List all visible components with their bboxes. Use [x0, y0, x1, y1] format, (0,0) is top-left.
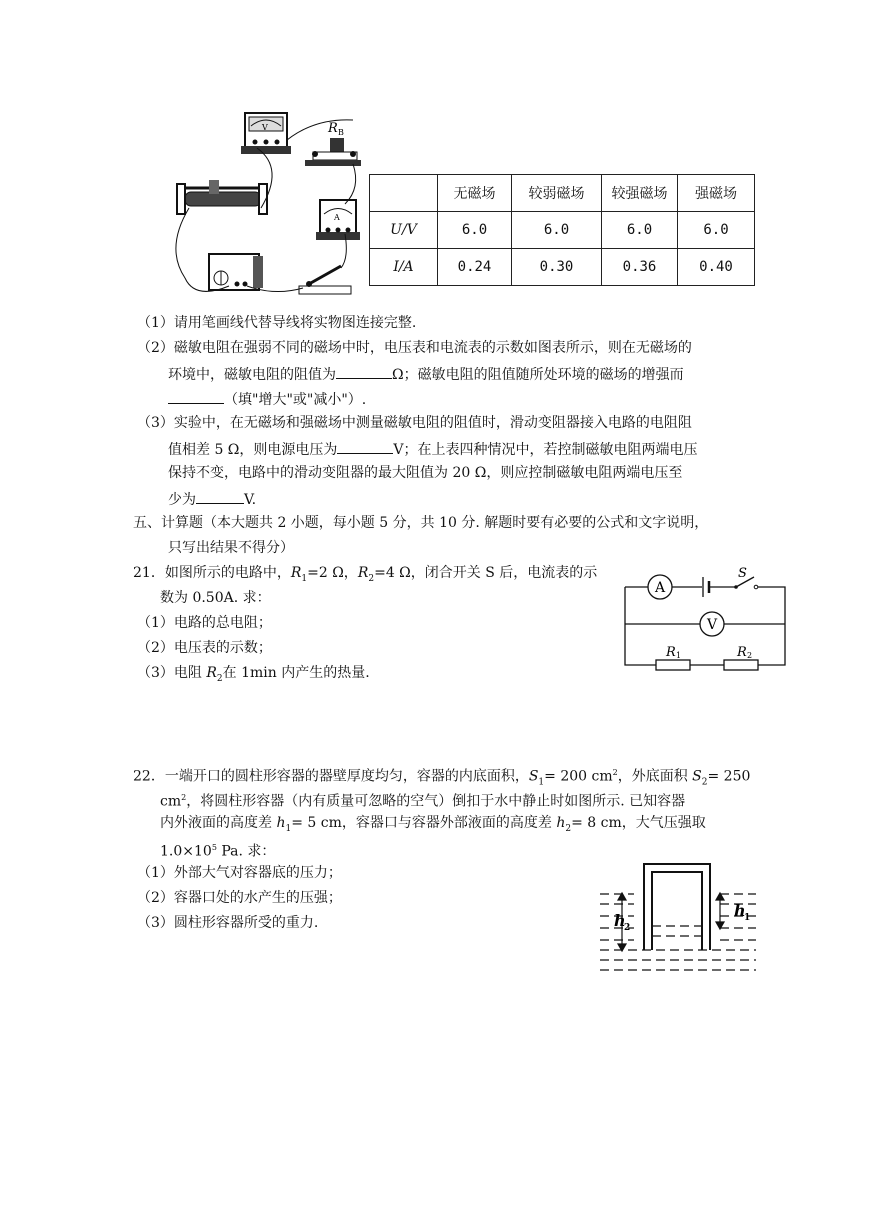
q22-text-e: 内外液面的高度差	[160, 815, 277, 831]
table-cell: U/V	[370, 212, 438, 249]
q22-text-c: cm	[160, 793, 182, 810]
table-cell: 6.0	[512, 212, 602, 249]
section5-title: 五、计算题（本大题共 2 小题，每小题 5 分，共 10 分. 解题时要有必要的公式和文字说明，	[133, 515, 709, 531]
h2-label: h	[614, 911, 626, 930]
r1-label-sub: 1	[676, 651, 682, 660]
inverted-container-icon	[644, 864, 710, 950]
r2-label-sub: 2	[747, 651, 753, 660]
q22-text-a: 22．一端开口的圆柱形容器的器壁厚度均匀，容器的内底面积，	[133, 768, 529, 785]
r1-symbol: R	[290, 565, 302, 581]
rheostat-device-icon	[177, 180, 267, 214]
magnetoresistor-device-icon	[305, 121, 361, 166]
measurement-table	[369, 174, 755, 286]
q21-circuit-diagram	[620, 565, 790, 675]
h1-label-sub: 1	[744, 913, 751, 923]
voltmeter-letter: V	[706, 617, 718, 633]
s2-symbol: S	[692, 768, 702, 785]
battery-symbol-icon	[703, 577, 709, 597]
ammeter-letter: A	[654, 580, 666, 596]
q22-sub1: （1）外部大气对容器底的压力；	[137, 865, 342, 881]
s1-symbol: S	[528, 768, 539, 785]
h2-label-sub: 2	[624, 923, 631, 933]
q22-line4	[160, 839, 275, 861]
q20-part3-text-a: 值相差 5 Ω，则电源电压为	[168, 442, 338, 458]
table-header-cell: 无磁场	[438, 175, 512, 212]
cm2-sup: 2	[181, 793, 187, 802]
table-row	[370, 212, 755, 249]
q21-sub3-text-b: 在 1min 内产生的热量.	[222, 665, 370, 681]
answer-blank[interactable]	[337, 439, 393, 454]
q22-text-h: 1.0×10	[160, 843, 212, 860]
section5-title-cont: 只写出结果不得分）	[168, 540, 294, 556]
q22-text-i: Pa. 求：	[216, 843, 276, 860]
q21-sub2: （2）电压表的示数；	[137, 640, 272, 656]
power-supply-device-icon	[209, 254, 263, 290]
q22-text-b: ，外底面积	[617, 768, 693, 785]
s2-sub: 2	[701, 777, 708, 788]
r2-label: R	[737, 645, 747, 660]
q22-text-d: ，将圆柱形容器（内有质量可忽略的空气）倒扣于水中静止时如图所示. 已知容器	[186, 793, 686, 810]
q22-line1	[133, 764, 750, 791]
h2-sub: 2	[565, 823, 572, 834]
s1-value: = 200 cm	[544, 768, 613, 785]
q20-part2-text-b: Ω；磁敏电阻的阻值随所处环境的磁场的增强而	[392, 367, 684, 383]
exp-sup: 5	[211, 843, 217, 852]
q20-part3-text-b: V；在上表四种情况中，若控制磁敏电阻两端电压	[393, 442, 698, 458]
resistor-r2-icon	[724, 645, 758, 670]
q21-sub3-text-a: （3）电阻	[137, 665, 207, 681]
table-cell: 6.0	[438, 212, 512, 249]
q20-part2-line1: （2）磁敏电阻在强弱不同的磁场中时，电压表和电流表的示数如图表所示，则在无磁场的	[137, 340, 692, 356]
table-cell: 0.24	[438, 249, 512, 286]
table-cell: 6.0	[678, 212, 755, 249]
table-cell: 0.30	[512, 249, 602, 286]
q20-part3-line1: （3）实验中，在无磁场和强磁场中测量磁敏电阻的阻值时，滑动变阻器接入电路的电阻阻	[137, 415, 692, 431]
table-header-cell: 较弱磁场	[512, 175, 602, 212]
q21-sub1: （1）电路的总电阻；	[137, 615, 272, 631]
q22-sub2: （2）容器口处的水产生的压强；	[137, 890, 342, 906]
ammeter-symbol-icon	[648, 575, 672, 599]
table-cell: 6.0	[602, 212, 678, 249]
voltmeter-symbol-icon	[700, 612, 724, 636]
table-header-cell	[370, 175, 438, 212]
q21-line2: 数为 0.50A. 求：	[160, 590, 271, 606]
rb-label: R	[328, 121, 338, 136]
q20-part3-line4	[168, 489, 256, 509]
s2-value: = 250	[707, 768, 751, 785]
switch-label: S	[738, 566, 747, 581]
q20-part1: （1）请用笔画线代替导线将实物图连接完整.	[137, 315, 417, 331]
knife-switch-device-icon	[299, 266, 351, 294]
q20-part2-text-c: （填"增大"或"减小"）.	[224, 392, 367, 408]
r2-sub: 2	[216, 673, 223, 684]
q22-line2	[160, 789, 685, 811]
q20-part2-text-a: 环境中，磁敏电阻的阻值为	[168, 367, 336, 383]
apparatus-figure	[165, 108, 365, 308]
q20-part3-line2	[168, 439, 698, 459]
ammeter-letter: A	[334, 213, 340, 222]
r1-label: R	[666, 645, 676, 660]
h2-symbol: h	[556, 815, 566, 831]
q20-part2-line3	[168, 389, 366, 409]
table-cell: 0.36	[602, 249, 678, 286]
q20-part3-text-d: V.	[244, 492, 257, 508]
r2-sub: 2	[368, 573, 375, 584]
h1-sub: 1	[285, 823, 292, 834]
r1-sub: 1	[301, 573, 308, 584]
answer-blank[interactable]	[336, 364, 392, 379]
table-header-cell: 强磁场	[678, 175, 755, 212]
h1-symbol: h	[276, 815, 286, 831]
answer-blank[interactable]	[168, 389, 224, 404]
h1-label: h	[734, 901, 746, 920]
ammeter-device-icon	[316, 200, 360, 240]
q22-container-figure	[598, 860, 758, 975]
q20-part2-line2	[168, 364, 684, 384]
q21-sub3	[137, 664, 370, 688]
h1-arrow-icon	[716, 893, 724, 929]
answer-blank[interactable]	[196, 489, 244, 504]
voltmeter-letter: V	[262, 123, 268, 132]
q22-line3	[160, 814, 706, 838]
table-cell: I/A	[370, 249, 438, 286]
table-row	[370, 249, 755, 286]
q22-text-f: = 5 cm，容器口与容器外部液面的高度差	[291, 815, 557, 831]
s1-sup: 2	[612, 768, 618, 777]
q22-sub3: （3）圆柱形容器所受的重力.	[137, 915, 319, 931]
s1-sub: 1	[538, 777, 545, 788]
q22-text-g: = 8 cm，大气压强取	[571, 815, 706, 831]
r2-symbol: R	[206, 665, 217, 681]
q20-part3-text-c: 少为	[168, 492, 196, 508]
r2-value: =4 Ω，闭合开关 S 后，电流表的示	[374, 565, 598, 581]
voltmeter-device-icon	[241, 113, 291, 154]
q21-line1	[133, 564, 597, 588]
rb-sub: B	[338, 128, 344, 137]
q20-part3-line3: 保持不变，电路中的滑动变阻器的最大阻值为 20 Ω，则应控制磁敏电阻两端电压至	[168, 465, 683, 481]
table-header-row	[370, 175, 755, 212]
r1-value: =2 Ω，	[307, 565, 358, 581]
table-header-cell: 较强磁场	[602, 175, 678, 212]
resistor-r1-icon	[656, 645, 690, 670]
q21-text-a: 21．如图所示的电路中，	[133, 565, 291, 581]
table-cell: 0.40	[678, 249, 755, 286]
r2-symbol: R	[357, 565, 369, 581]
